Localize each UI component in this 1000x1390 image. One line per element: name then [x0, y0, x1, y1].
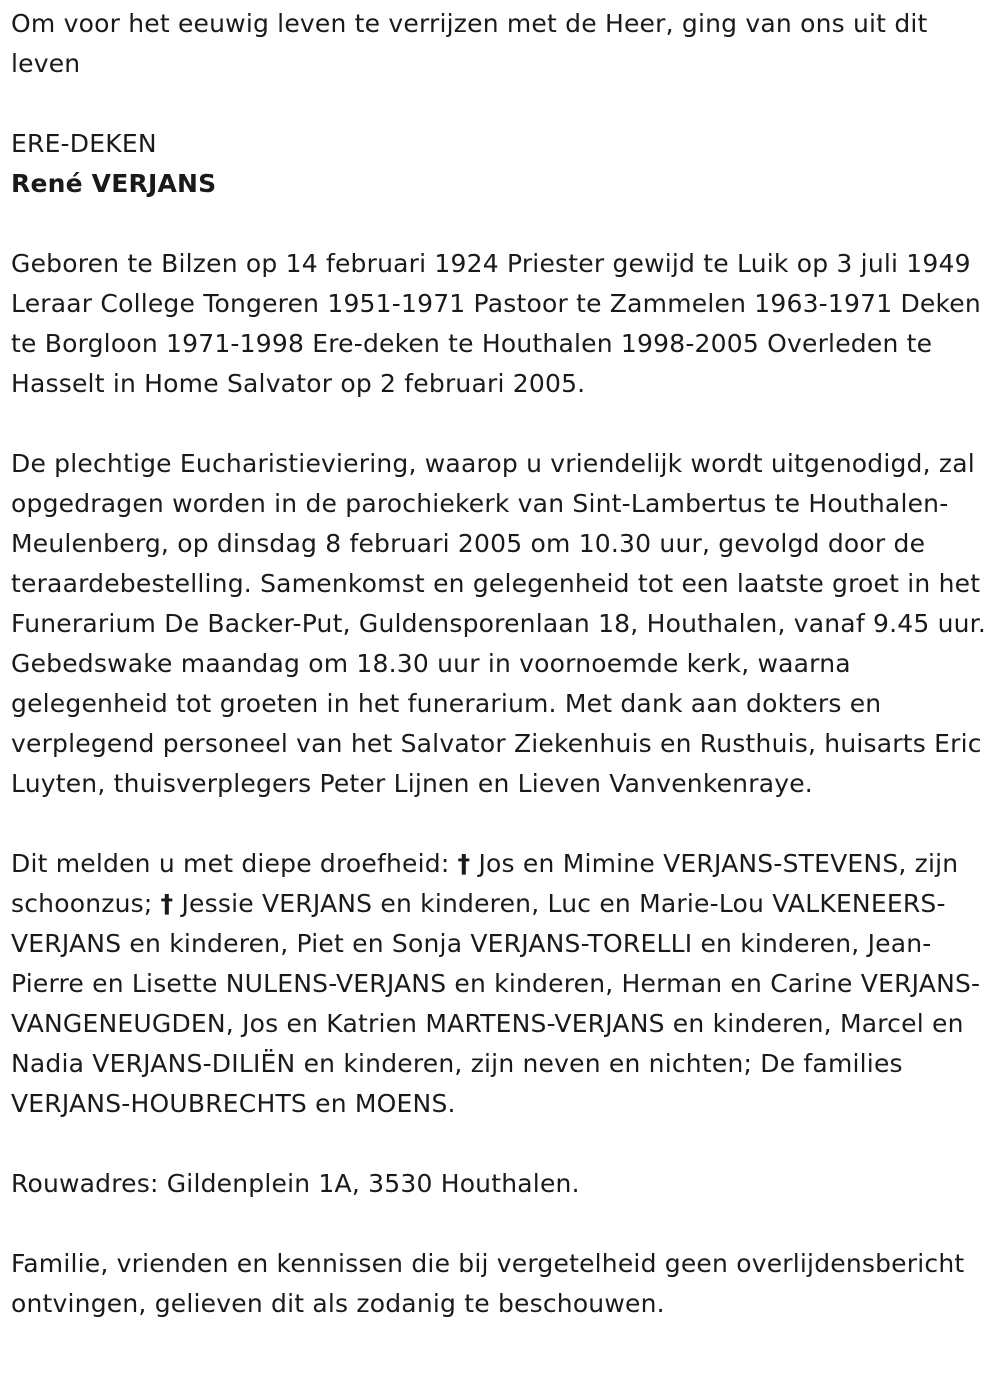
cross-icon: † [457, 849, 471, 878]
deceased-name: René VERJANS [11, 169, 217, 198]
mourners-intro: Dit melden u met diepe droefheid: [11, 849, 458, 878]
title-text: ERE-DEKEN [11, 129, 157, 158]
mourners-part2: Jessie VERJANS en kinderen, Luc en Marie-Lou VALKENEERS-VERJANS en kinderen, Piet en Sonja VERJANS-TORELLI en kinderen, Jean-Pierre en Lisette NULENS-VERJANS en kinderen, Herman en Carine VERJANS-VANGENEUGDEN, Jos en Katrien MARTENS-VERJANS en kinderen, Marcel en Nadia VERJANS-DILIËN en kinderen, zijn neven en nichten; De families VERJANS-HOUBRECHTS en MOENS. [11, 889, 981, 1118]
cross-icon: † [160, 889, 174, 918]
spacer [11, 1204, 990, 1244]
spacer [11, 1124, 990, 1164]
mourners-part1: Jos en Mimine VERJANS-STEVENS, zijn schoonzus; [11, 849, 959, 918]
closing-text: Familie, vrienden en kennissen die bij vergetelheid geen overlijdensbericht ontvingen, gelieven dit als zodanig te beschouwen. [11, 1249, 965, 1318]
biography-text: Geboren te Bilzen op 14 februari 1924 Priester gewijd te Luik op 3 juli 1949 Leraar College Tongeren 1951-1971 Pastoor te Zammelen 1963-1971 Deken te Borgloon 1971-1998 Ere-deken te Houthalen 1998-2005 Overleden te Hasselt in Home Salvator op 2 februari 2005. [11, 249, 981, 398]
intro-text: Om voor het eeuwig leven te verrijzen met de Heer, ging van ons uit dit leven [11, 9, 928, 78]
address-text: Rouwadres: Gildenplein 1A, 3530 Houthalen. [11, 1169, 580, 1198]
ceremony-text: De plechtige Eucharistieviering, waarop u vriendelijk wordt uitgenodigd, zal opgedragen worden in de parochiekerk van Sint-Lambertus te Houthalen-Meulenberg, op dinsdag 8 februari 2005 om 10.30 uur, gevolgd door de teraardebestelling. Samenkomst en gelegenheid tot een laatste groet in het Funerarium De Backer-Put, Guldensporenlaan 18, Houthalen, vanaf 9.45 uur. Gebedswake maandag om 18.30 uur in voornoemde kerk, waarna gelegenheid tot groeten in het funerarium. Met dank aan dokters en verplegend personeel van het Salvator Ziekenhuis en Rusthuis, huisarts Eric Luyten, thuisverplegers Peter Lijnen en Lieven Vanvenkenraye. [11, 449, 987, 798]
spacer [11, 204, 990, 244]
spacer [11, 84, 990, 124]
spacer [11, 804, 990, 844]
spacer [11, 404, 990, 444]
mourners-text [11, 844, 990, 1124]
